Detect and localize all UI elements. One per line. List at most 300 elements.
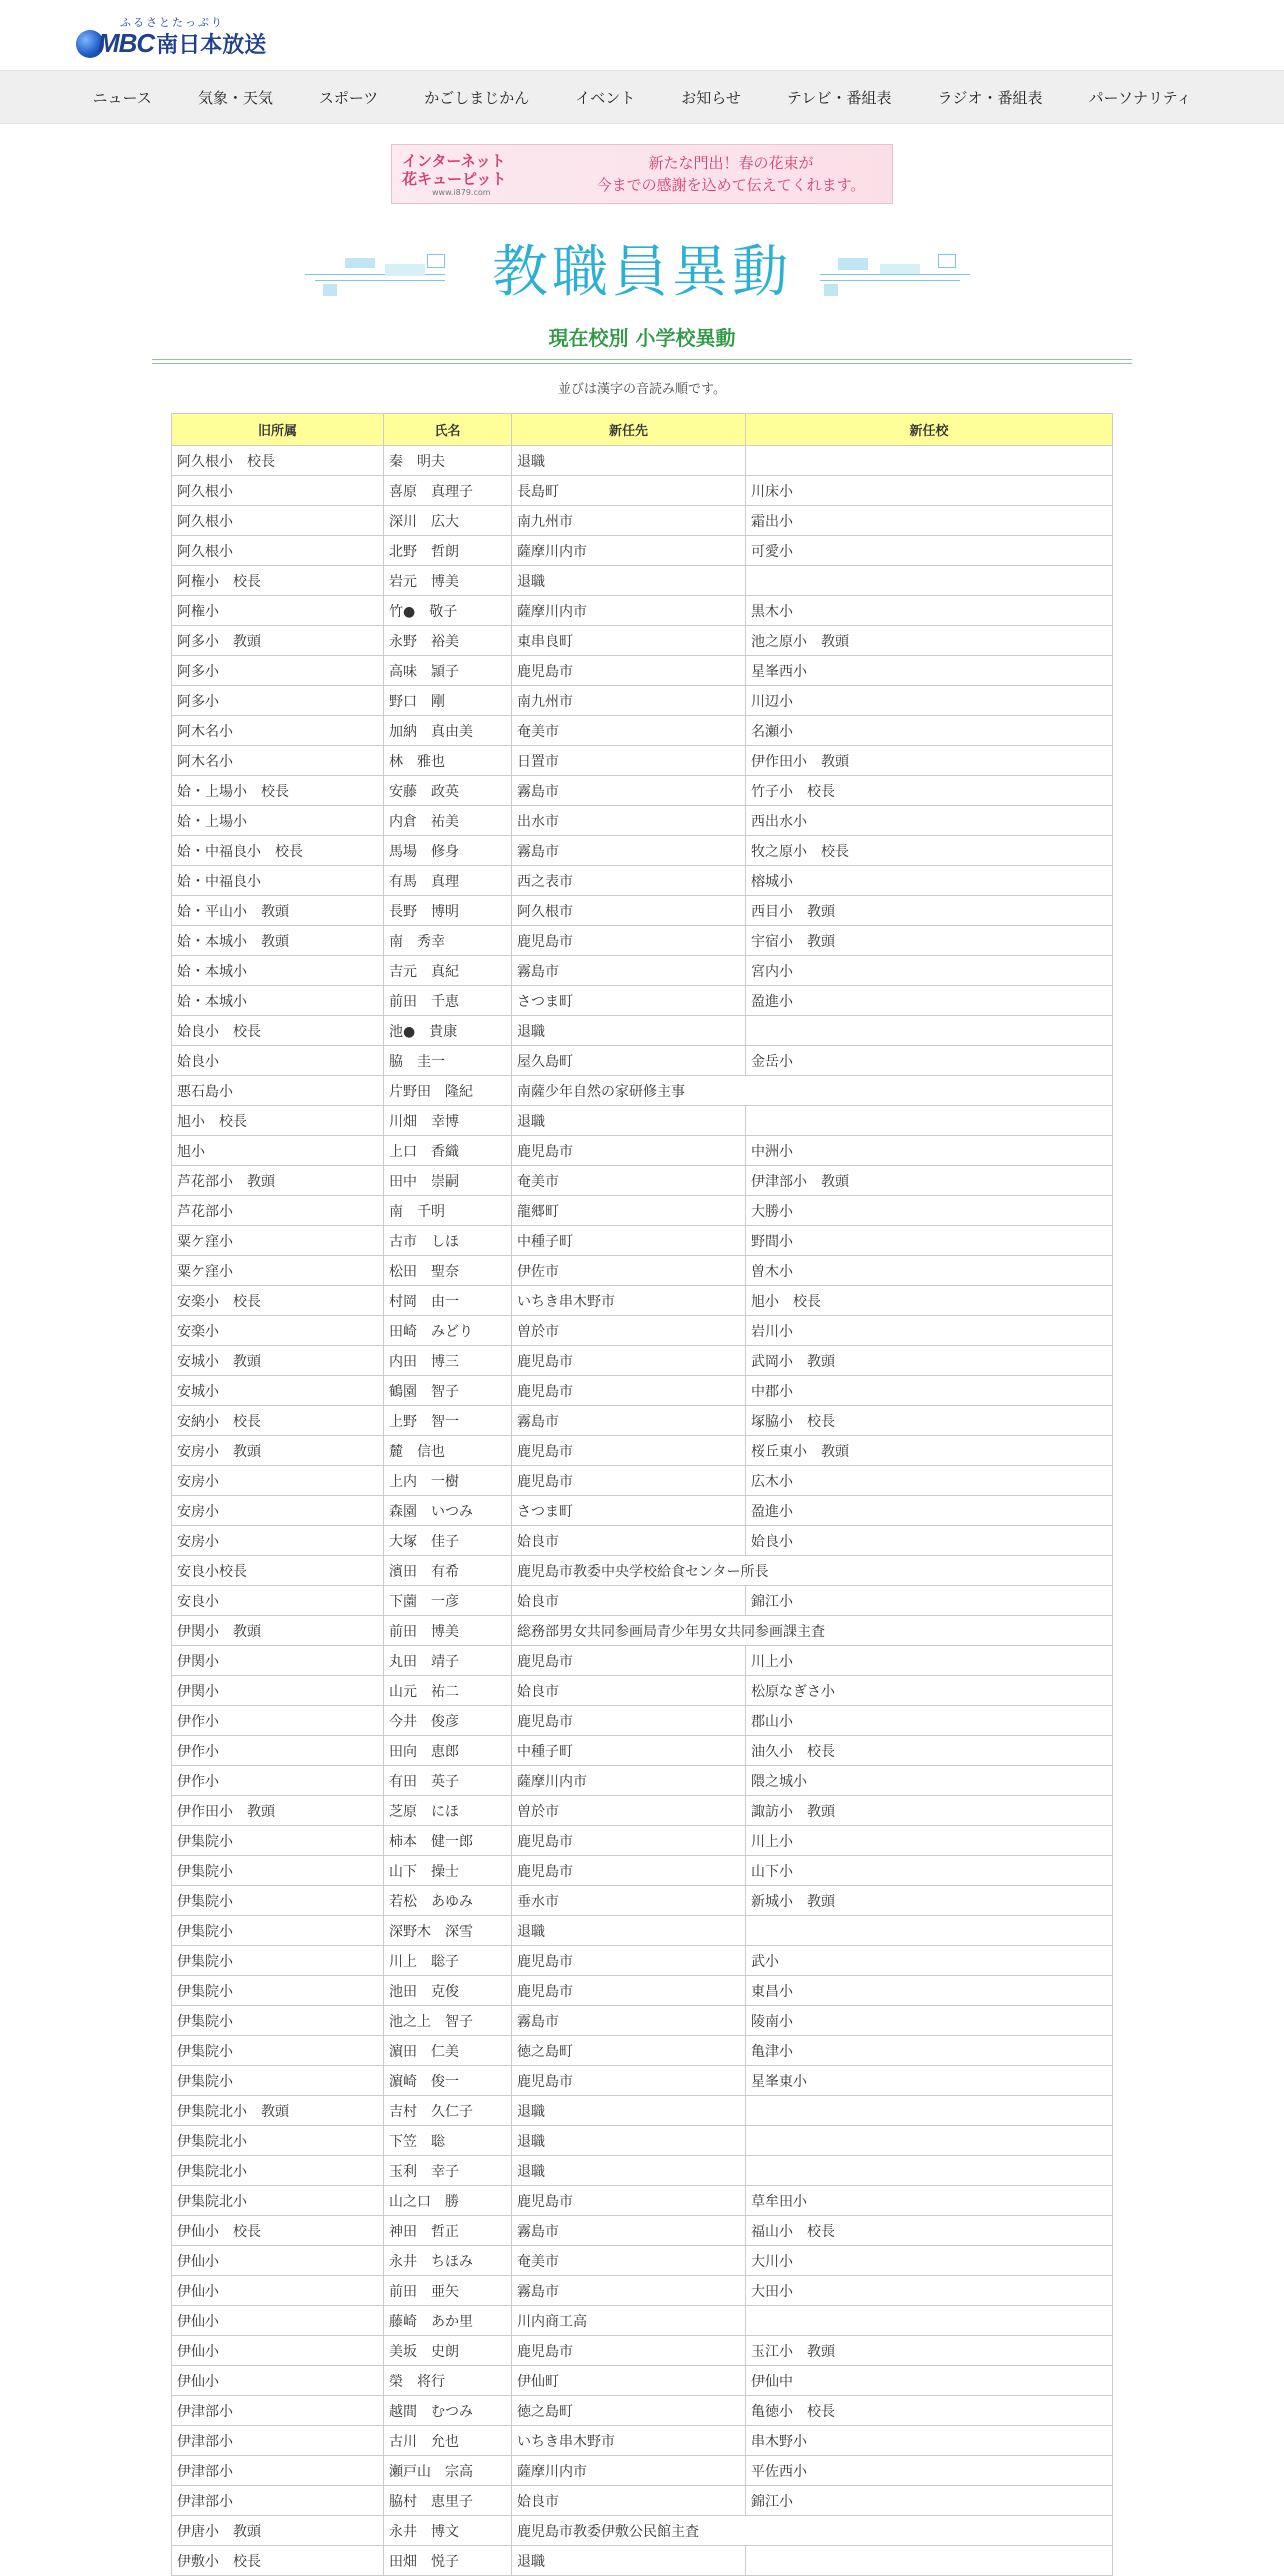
table-row	[172, 2336, 1113, 2366]
cell-new-school: 伊津部小 教頭	[746, 1166, 1113, 1196]
table-row	[172, 1556, 1113, 1586]
cell-new-post: 霧島市	[512, 2276, 746, 2306]
cell-new-school: 玉江小 教頭	[746, 2336, 1113, 2366]
table-row	[172, 566, 1113, 596]
cell-new-post: 鹿児島市	[512, 1976, 746, 2006]
cell-former-school: 伊集院小	[172, 2006, 384, 2036]
cell-name: 竹● 敬子	[384, 596, 512, 626]
cell-new-school	[746, 566, 1113, 596]
table-row	[172, 1376, 1113, 1406]
cell-new-school: 黒木小	[746, 596, 1113, 626]
table-row	[172, 2276, 1113, 2306]
cell-new-school: 西目小 教頭	[746, 896, 1113, 926]
cell-new-post: 退職	[512, 2126, 746, 2156]
logo-tagline: ふるさとたっぷり	[120, 16, 224, 29]
cell-new-post: 中種子町	[512, 1226, 746, 1256]
cell-name: 柿本 健一郎	[384, 1826, 512, 1856]
table-row	[172, 2426, 1113, 2456]
table-row	[172, 746, 1113, 776]
cell-former-school: 阿権小	[172, 596, 384, 626]
cell-name: 大塚 佳子	[384, 1526, 512, 1556]
nav-kagoshima-jikan[interactable]: かごしまじかん	[424, 88, 530, 107]
cell-new-school: 亀津小	[746, 2036, 1113, 2066]
table-row	[172, 596, 1113, 626]
cell-new-school: 塚脇小 校長	[746, 1406, 1113, 1436]
cell-former-school: 伊津部小	[172, 2396, 384, 2426]
cell-new-post: 退職	[512, 446, 746, 476]
table-row	[172, 2006, 1113, 2036]
cell-name: 瀬戸山 宗高	[384, 2456, 512, 2486]
cell-new-school: 星峯西小	[746, 656, 1113, 686]
cell-new-post: 鹿児島市	[512, 1646, 746, 1676]
cell-name: 脇 圭一	[384, 1046, 512, 1076]
cell-former-school: 伊津部小	[172, 2486, 384, 2516]
cell-former-school: 伊仙小	[172, 2246, 384, 2276]
cell-former-school: 旭小 校長	[172, 1106, 384, 1136]
table-row	[172, 1946, 1113, 1976]
cell-former-school: 伊作小	[172, 1766, 384, 1796]
cell-name: 永井 ちほみ	[384, 2246, 512, 2276]
cell-former-school: 安良小校長	[172, 1556, 384, 1586]
cell-former-school: 伊仙小	[172, 2336, 384, 2366]
cell-former-school: 伊集院小	[172, 1916, 384, 1946]
table-row	[172, 1646, 1113, 1676]
table-row	[172, 2066, 1113, 2096]
cell-new-school: 大川小	[746, 2246, 1113, 2276]
mbc-logo[interactable]	[76, 14, 296, 58]
cell-former-school: 伊集院小	[172, 1856, 384, 1886]
nav-news[interactable]: ニュース	[92, 88, 152, 107]
nav-notices[interactable]: お知らせ	[681, 88, 741, 107]
cell-new-school: 岩川小	[746, 1316, 1113, 1346]
table-row	[172, 1766, 1113, 1796]
cell-new-post: 鹿児島市	[512, 1946, 746, 1976]
table-row	[172, 476, 1113, 506]
nav-events[interactable]: イベント	[575, 88, 636, 107]
cell-name: 田崎 みどり	[384, 1316, 512, 1346]
cell-new-school	[746, 446, 1113, 476]
table-row	[172, 2216, 1113, 2246]
table-row	[172, 2366, 1113, 2396]
cell-name: 麓 信也	[384, 1436, 512, 1466]
cell-name: 野口 剛	[384, 686, 512, 716]
banner-copy-line1: 新たな門出！春の花束が	[648, 154, 814, 172]
cell-new-school	[746, 2126, 1113, 2156]
cell-new-post: 鹿児島市教委伊敷公民館主査	[512, 2516, 1113, 2546]
banner-brand-line1: インターネット	[402, 152, 506, 170]
table-row	[172, 1436, 1113, 1466]
cell-new-post: 霧島市	[512, 836, 746, 866]
cell-new-post: 伊仙町	[512, 2366, 746, 2396]
table-row	[172, 926, 1113, 956]
cell-new-school: 名瀬小	[746, 716, 1113, 746]
table-row	[172, 1196, 1113, 1226]
cell-former-school: 伊仙小 校長	[172, 2216, 384, 2246]
cell-name: 吉村 久仁子	[384, 2096, 512, 2126]
cell-name: 前田 博美	[384, 1616, 512, 1646]
table-row	[172, 1706, 1113, 1736]
cell-new-school: 山下小	[746, 1856, 1113, 1886]
table-row	[172, 1016, 1113, 1046]
cell-former-school: 阿久根小	[172, 506, 384, 536]
banner-url: www.i879.com	[432, 188, 491, 197]
cell-new-post: 西之表市	[512, 866, 746, 896]
cell-new-post: 垂水市	[512, 1886, 746, 1916]
cell-name: 榮 将行	[384, 2366, 512, 2396]
cell-former-school: 伊集院小	[172, 1946, 384, 1976]
table-row	[172, 1106, 1113, 1136]
table-row	[172, 866, 1113, 896]
table-row	[172, 1916, 1113, 1946]
cell-name: 南 千明	[384, 1196, 512, 1226]
cell-new-school: 桜丘東小 教頭	[746, 1436, 1113, 1466]
table-row	[172, 1526, 1113, 1556]
cell-name: 玉利 幸子	[384, 2156, 512, 2186]
cell-new-school: 曽木小	[746, 1256, 1113, 1286]
cell-name: 有田 英子	[384, 1766, 512, 1796]
cell-name: 有馬 真理	[384, 866, 512, 896]
table-row	[172, 896, 1113, 926]
cell-former-school: 伊作小	[172, 1706, 384, 1736]
cell-new-school: 川辺小	[746, 686, 1113, 716]
cell-former-school: 旭小	[172, 1136, 384, 1166]
cell-name: 片野田 隆紀	[384, 1076, 512, 1106]
cell-former-school: 伊津部小	[172, 2426, 384, 2456]
cell-new-school: 竹子小 校長	[746, 776, 1113, 806]
cell-name: 藤崎 あか里	[384, 2306, 512, 2336]
cell-name: 池田 克俊	[384, 1976, 512, 2006]
cell-former-school: 安城小 教頭	[172, 1346, 384, 1376]
cell-name: 越間 むつみ	[384, 2396, 512, 2426]
cell-new-post: 退職	[512, 1106, 746, 1136]
table-row	[172, 1136, 1113, 1166]
section-title: 現在校別 小学校異動	[548, 326, 736, 350]
cell-former-school: 伊集院小	[172, 1886, 384, 1916]
cell-new-school: 松原なぎさ小	[746, 1676, 1113, 1706]
cell-new-post: 曽於市	[512, 1796, 746, 1826]
cell-former-school: 伊仙小	[172, 2276, 384, 2306]
table-row	[172, 656, 1113, 686]
table-row	[172, 2246, 1113, 2276]
header-new-school: 新任校	[746, 414, 1113, 446]
cell-name: 深野木 深雪	[384, 1916, 512, 1946]
cell-new-school: 武岡小 教頭	[746, 1346, 1113, 1376]
site-header	[0, 0, 1284, 70]
cell-new-post: 長島町	[512, 476, 746, 506]
cell-name: 若松 あゆみ	[384, 1886, 512, 1916]
cell-name: 加納 真由美	[384, 716, 512, 746]
table-row	[172, 836, 1113, 866]
cell-name: 美坂 史朗	[384, 2336, 512, 2366]
cell-new-post: 奄美市	[512, 716, 746, 746]
cell-name: 上内 一樹	[384, 1466, 512, 1496]
cell-former-school: 伊唐小 教頭	[172, 2516, 384, 2546]
cell-name: 田畑 悦子	[384, 2546, 512, 2576]
cell-new-school: 宮内小	[746, 956, 1113, 986]
cell-new-school: 川上小	[746, 1646, 1113, 1676]
cell-name: 吉元 真紀	[384, 956, 512, 986]
table-row	[172, 1256, 1113, 1286]
cell-former-school: 安房小	[172, 1466, 384, 1496]
nav-tv-schedule[interactable]: テレビ・番組表	[786, 88, 892, 107]
cell-new-school: 旭小 校長	[746, 1286, 1113, 1316]
table-row	[172, 1736, 1113, 1766]
title-decoration-right	[820, 246, 970, 306]
cell-new-school: 新城小 教頭	[746, 1886, 1113, 1916]
nav-personalities[interactable]: パーソナリティ	[1088, 88, 1192, 107]
cell-former-school: 安良小	[172, 1586, 384, 1616]
table-row	[172, 1316, 1113, 1346]
cell-name: 村岡 由一	[384, 1286, 512, 1316]
cell-name: 喜原 真理子	[384, 476, 512, 506]
cell-new-school	[746, 2306, 1113, 2336]
cell-former-school: 安房小 教頭	[172, 1436, 384, 1466]
cell-former-school: 芦花部小	[172, 1196, 384, 1226]
cell-new-school: 西出水小	[746, 806, 1113, 836]
table-row	[172, 1496, 1113, 1526]
cell-former-school: 姶・平山小 教頭	[172, 896, 384, 926]
cell-new-post: さつま町	[512, 1496, 746, 1526]
global-nav	[0, 70, 1284, 124]
table-row	[172, 1046, 1113, 1076]
table-row	[172, 986, 1113, 1016]
table-row	[172, 2486, 1113, 2516]
cell-name: 内倉 祐美	[384, 806, 512, 836]
cell-former-school: 伊集院北小	[172, 2186, 384, 2216]
nav-weather[interactable]: 気象・天気	[197, 88, 273, 107]
cell-former-school: 阿権小 校長	[172, 566, 384, 596]
cell-former-school: 伊関小	[172, 1646, 384, 1676]
cell-former-school: 伊関小 教頭	[172, 1616, 384, 1646]
cell-new-school: 野間小	[746, 1226, 1113, 1256]
cell-name: 今井 俊彦	[384, 1706, 512, 1736]
cell-new-post: 東串良町	[512, 626, 746, 656]
cell-new-school: 川上小	[746, 1826, 1113, 1856]
cell-new-school: 油久小 校長	[746, 1736, 1113, 1766]
cell-former-school: 姶・本城小	[172, 956, 384, 986]
cell-new-school: 串木野小	[746, 2426, 1113, 2456]
ad-banner[interactable]	[391, 144, 893, 204]
cell-new-school: 平佐西小	[746, 2456, 1113, 2486]
table-row	[172, 1886, 1113, 1916]
cell-name: 濱田 有希	[384, 1556, 512, 1586]
cell-new-post: 徳之島町	[512, 2396, 746, 2426]
cell-new-school: 大勝小	[746, 1196, 1113, 1226]
cell-former-school: 伊集院小	[172, 2036, 384, 2066]
table-body	[172, 446, 1113, 2576]
cell-former-school: 安城小	[172, 1376, 384, 1406]
cell-former-school: 姶・中福良小 校長	[172, 836, 384, 866]
cell-new-school: 中郡小	[746, 1376, 1113, 1406]
cell-new-school: 盈進小	[746, 986, 1113, 1016]
cell-former-school: 阿久根小	[172, 536, 384, 566]
cell-new-school: 隈之城小	[746, 1766, 1113, 1796]
table-row	[172, 1226, 1113, 1256]
cell-new-post: 南薩少年自然の家研修主事	[512, 1076, 1113, 1106]
cell-former-school: 姶・本城小	[172, 986, 384, 1016]
cell-former-school: 姶・上場小 校長	[172, 776, 384, 806]
cell-name: 永野 裕美	[384, 626, 512, 656]
cell-name: 馬場 修身	[384, 836, 512, 866]
cell-new-school: 可愛小	[746, 536, 1113, 566]
logo-abbr: MBC	[98, 28, 155, 58]
table-row	[172, 2546, 1113, 2576]
cell-former-school: 姶・中福良小	[172, 866, 384, 896]
cell-new-post: いちき串木野市	[512, 1286, 746, 1316]
cell-new-post: 退職	[512, 1016, 746, 1046]
transfer-table	[171, 413, 1113, 2576]
cell-new-post: 霧島市	[512, 1406, 746, 1436]
cell-new-school: 牧之原小 校長	[746, 836, 1113, 866]
cell-new-post: 薩摩川内市	[512, 2456, 746, 2486]
cell-new-post: 薩摩川内市	[512, 536, 746, 566]
table-row	[172, 1616, 1113, 1646]
cell-new-post: 奄美市	[512, 2246, 746, 2276]
table-row	[172, 1076, 1113, 1106]
table-row	[172, 1166, 1113, 1196]
cell-name: 田向 恵郎	[384, 1736, 512, 1766]
cell-former-school: 阿多小 教頭	[172, 626, 384, 656]
cell-former-school: 伊集院小	[172, 1826, 384, 1856]
cell-name: 松田 聖奈	[384, 1256, 512, 1286]
table-row	[172, 2516, 1113, 2546]
cell-new-school: 東昌小	[746, 1976, 1113, 2006]
cell-new-post: 南九州市	[512, 506, 746, 536]
table-row	[172, 716, 1113, 746]
cell-new-school	[746, 1916, 1113, 1946]
cell-former-school: 伊集院小	[172, 1976, 384, 2006]
nav-sports[interactable]: スポーツ	[318, 88, 379, 107]
cell-former-school: 安房小	[172, 1526, 384, 1556]
cell-new-school: 陵南小	[746, 2006, 1113, 2036]
cell-name: 林 雅也	[384, 746, 512, 776]
cell-name: 下薗 一彦	[384, 1586, 512, 1616]
table-row	[172, 2036, 1113, 2066]
cell-new-post: 曽於市	[512, 1316, 746, 1346]
table-header-row	[172, 414, 1113, 446]
cell-name: 川上 聡子	[384, 1946, 512, 1976]
cell-former-school: 伊仙小	[172, 2306, 384, 2336]
table-row	[172, 2126, 1113, 2156]
cell-new-school: 武小	[746, 1946, 1113, 1976]
cell-new-school: 榕城小	[746, 866, 1113, 896]
cell-former-school: 姶良小 校長	[172, 1016, 384, 1046]
cell-new-post: 鹿児島市	[512, 1826, 746, 1856]
cell-former-school: 伊敷小 校長	[172, 2546, 384, 2576]
nav-radio-schedule[interactable]: ラジオ・番組表	[937, 88, 1043, 107]
cell-new-post: 鹿児島市	[512, 2336, 746, 2366]
cell-former-school: 伊集院小	[172, 2066, 384, 2096]
cell-name: 上口 香織	[384, 1136, 512, 1166]
cell-new-school	[746, 2546, 1113, 2576]
sort-note: 並びは漢字の音読み順です。	[558, 382, 726, 397]
cell-new-post: 川内商工高	[512, 2306, 746, 2336]
cell-former-school: 阿木名小	[172, 716, 384, 746]
table-row	[172, 806, 1113, 836]
cell-name: 高味 頴子	[384, 656, 512, 686]
cell-new-post: 鹿児島市	[512, 2186, 746, 2216]
cell-new-school: 金岳小	[746, 1046, 1113, 1076]
cell-name: 深川 広大	[384, 506, 512, 536]
table-row	[172, 956, 1113, 986]
cell-name: 田中 崇嗣	[384, 1166, 512, 1196]
cell-name: 古川 允也	[384, 2426, 512, 2456]
cell-name: 前田 千恵	[384, 986, 512, 1016]
cell-former-school: 安楽小 校長	[172, 1286, 384, 1316]
cell-new-post: 霧島市	[512, 2216, 746, 2246]
table-row	[172, 1586, 1113, 1616]
cell-former-school: 伊集院北小	[172, 2156, 384, 2186]
table-row	[172, 1676, 1113, 1706]
cell-new-post: 退職	[512, 566, 746, 596]
cell-new-school	[746, 1016, 1113, 1046]
cell-name: 南 秀幸	[384, 926, 512, 956]
cell-name: 古市 しほ	[384, 1226, 512, 1256]
cell-new-post: 南九州市	[512, 686, 746, 716]
table-row	[172, 506, 1113, 536]
table-row	[172, 2186, 1113, 2216]
cell-new-post: 霧島市	[512, 776, 746, 806]
cell-new-post: 薩摩川内市	[512, 1766, 746, 1796]
table-row	[172, 1406, 1113, 1436]
cell-former-school: 阿久根小	[172, 476, 384, 506]
cell-name: 安藤 政英	[384, 776, 512, 806]
cell-new-school	[746, 1106, 1113, 1136]
table-row	[172, 2156, 1113, 2186]
cell-new-school: 伊作田小 教頭	[746, 746, 1113, 776]
cell-new-post: 霧島市	[512, 956, 746, 986]
cell-new-post: 中種子町	[512, 1736, 746, 1766]
cell-new-post: 姶良市	[512, 1676, 746, 1706]
cell-new-post: 退職	[512, 1916, 746, 1946]
cell-name: 山下 操士	[384, 1856, 512, 1886]
table-row	[172, 1826, 1113, 1856]
cell-former-school: 阿久根小 校長	[172, 446, 384, 476]
cell-new-post: 鹿児島市	[512, 1436, 746, 1466]
table-row	[172, 1466, 1113, 1496]
table-row	[172, 2096, 1113, 2126]
cell-former-school: 姶良小	[172, 1046, 384, 1076]
cell-new-post: 鹿児島市	[512, 926, 746, 956]
cell-new-post: 鹿児島市	[512, 1136, 746, 1166]
cell-new-post: 鹿児島市	[512, 1466, 746, 1496]
cell-new-post: 総務部男女共同参画局青少年男女共同参画課主査	[512, 1616, 1113, 1646]
cell-new-school: 草牟田小	[746, 2186, 1113, 2216]
cell-former-school: 粟ケ窪小	[172, 1256, 384, 1286]
cell-name: 川畑 幸博	[384, 1106, 512, 1136]
cell-new-post: 鹿児島市教委中央学校給食センター所長	[512, 1556, 1113, 1586]
cell-new-school: 郡山小	[746, 1706, 1113, 1736]
cell-new-school: 霜出小	[746, 506, 1113, 536]
cell-new-school: 星峯東小	[746, 2066, 1113, 2096]
banner-brand-line2: 花キューピット	[402, 170, 507, 188]
cell-new-post: 阿久根市	[512, 896, 746, 926]
cell-name: 内田 博三	[384, 1346, 512, 1376]
header-new-post: 新任先	[512, 414, 746, 446]
cell-name: 濵田 仁美	[384, 2036, 512, 2066]
banner-copy-line2: 今までの感謝を込めて伝えてくれます。	[596, 176, 866, 194]
cell-former-school: 阿木名小	[172, 746, 384, 776]
cell-new-school: 亀徳小 校長	[746, 2396, 1113, 2426]
cell-name: 前田 亜矢	[384, 2276, 512, 2306]
cell-new-post: 薩摩川内市	[512, 596, 746, 626]
cell-name: 山之口 勝	[384, 2186, 512, 2216]
cell-new-school: 広木小	[746, 1466, 1113, 1496]
page-title: 教職員異動	[492, 240, 792, 305]
cell-name: 長野 博明	[384, 896, 512, 926]
cell-name: 鶴園 智子	[384, 1376, 512, 1406]
cell-new-post: 退職	[512, 2156, 746, 2186]
